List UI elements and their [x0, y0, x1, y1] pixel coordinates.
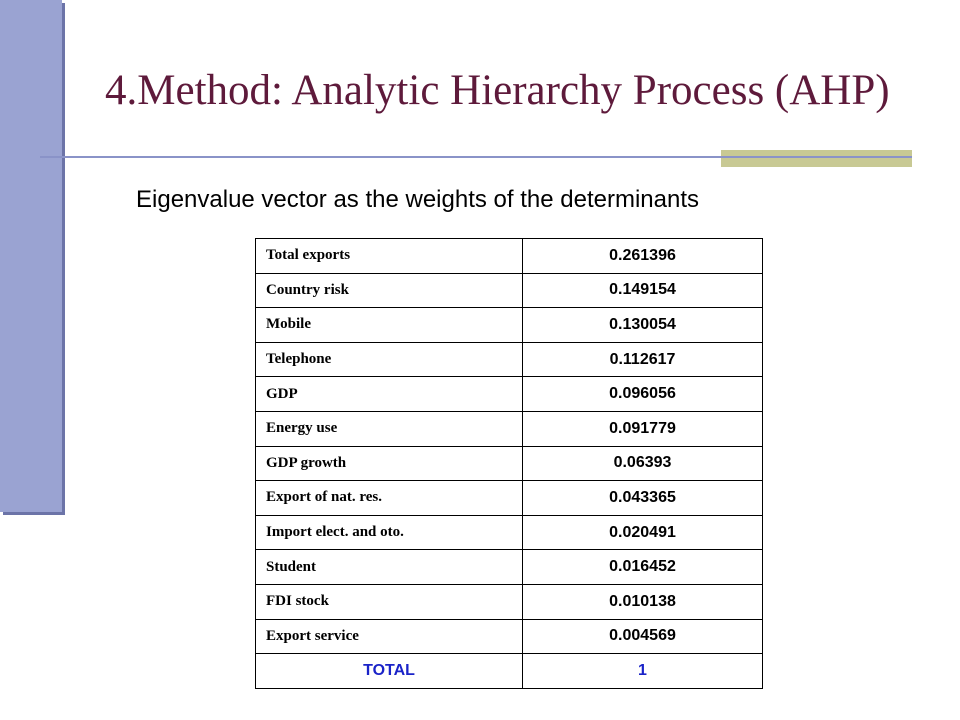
table-row: [256, 584, 763, 619]
table-row: [256, 377, 763, 412]
determinant-name: Import elect. and oto.: [256, 515, 523, 550]
determinant-name: Student: [256, 550, 523, 585]
determinant-weight: 0.004569: [523, 619, 763, 654]
determinant-weight: 0.261396: [523, 239, 763, 274]
determinant-name: Telephone: [256, 342, 523, 377]
total-value: 1: [523, 654, 763, 689]
determinant-weight: 0.016452: [523, 550, 763, 585]
determinant-name: FDI stock: [256, 584, 523, 619]
determinant-weight: 0.043365: [523, 481, 763, 516]
slide-subtitle: Eigenvalue vector as the weights of the determinants: [136, 186, 699, 213]
determinant-name: GDP growth: [256, 446, 523, 481]
slide-title: 4.Method: Analytic Hierarchy Process (AHP): [105, 67, 890, 114]
table-row: [256, 273, 763, 308]
table-row: [256, 446, 763, 481]
determinant-weight: 0.130054: [523, 308, 763, 343]
determinant-weight: 0.06393: [523, 446, 763, 481]
weights-table: [255, 238, 763, 689]
table-row: [256, 239, 763, 274]
total-row: [256, 654, 763, 689]
determinant-name: Country risk: [256, 273, 523, 308]
determinant-weight: 0.010138: [523, 584, 763, 619]
determinant-name: Export service: [256, 619, 523, 654]
determinant-name: Total exports: [256, 239, 523, 274]
determinant-weight: 0.149154: [523, 273, 763, 308]
determinant-weight: 0.091779: [523, 411, 763, 446]
determinant-name: Energy use: [256, 411, 523, 446]
table-row: [256, 550, 763, 585]
determinant-name: GDP: [256, 377, 523, 412]
table-row: [256, 342, 763, 377]
table-row: [256, 411, 763, 446]
left-decorative-bar: [0, 0, 62, 512]
title-divider-accent: [721, 150, 912, 167]
table-row: [256, 619, 763, 654]
table-row: [256, 308, 763, 343]
table-row: [256, 515, 763, 550]
determinant-name: Export of nat. res.: [256, 481, 523, 516]
total-label: TOTAL: [256, 654, 523, 689]
determinant-weight: 0.096056: [523, 377, 763, 412]
determinant-weight: 0.020491: [523, 515, 763, 550]
determinant-weight: 0.112617: [523, 342, 763, 377]
determinant-name: Mobile: [256, 308, 523, 343]
table-row: [256, 481, 763, 516]
